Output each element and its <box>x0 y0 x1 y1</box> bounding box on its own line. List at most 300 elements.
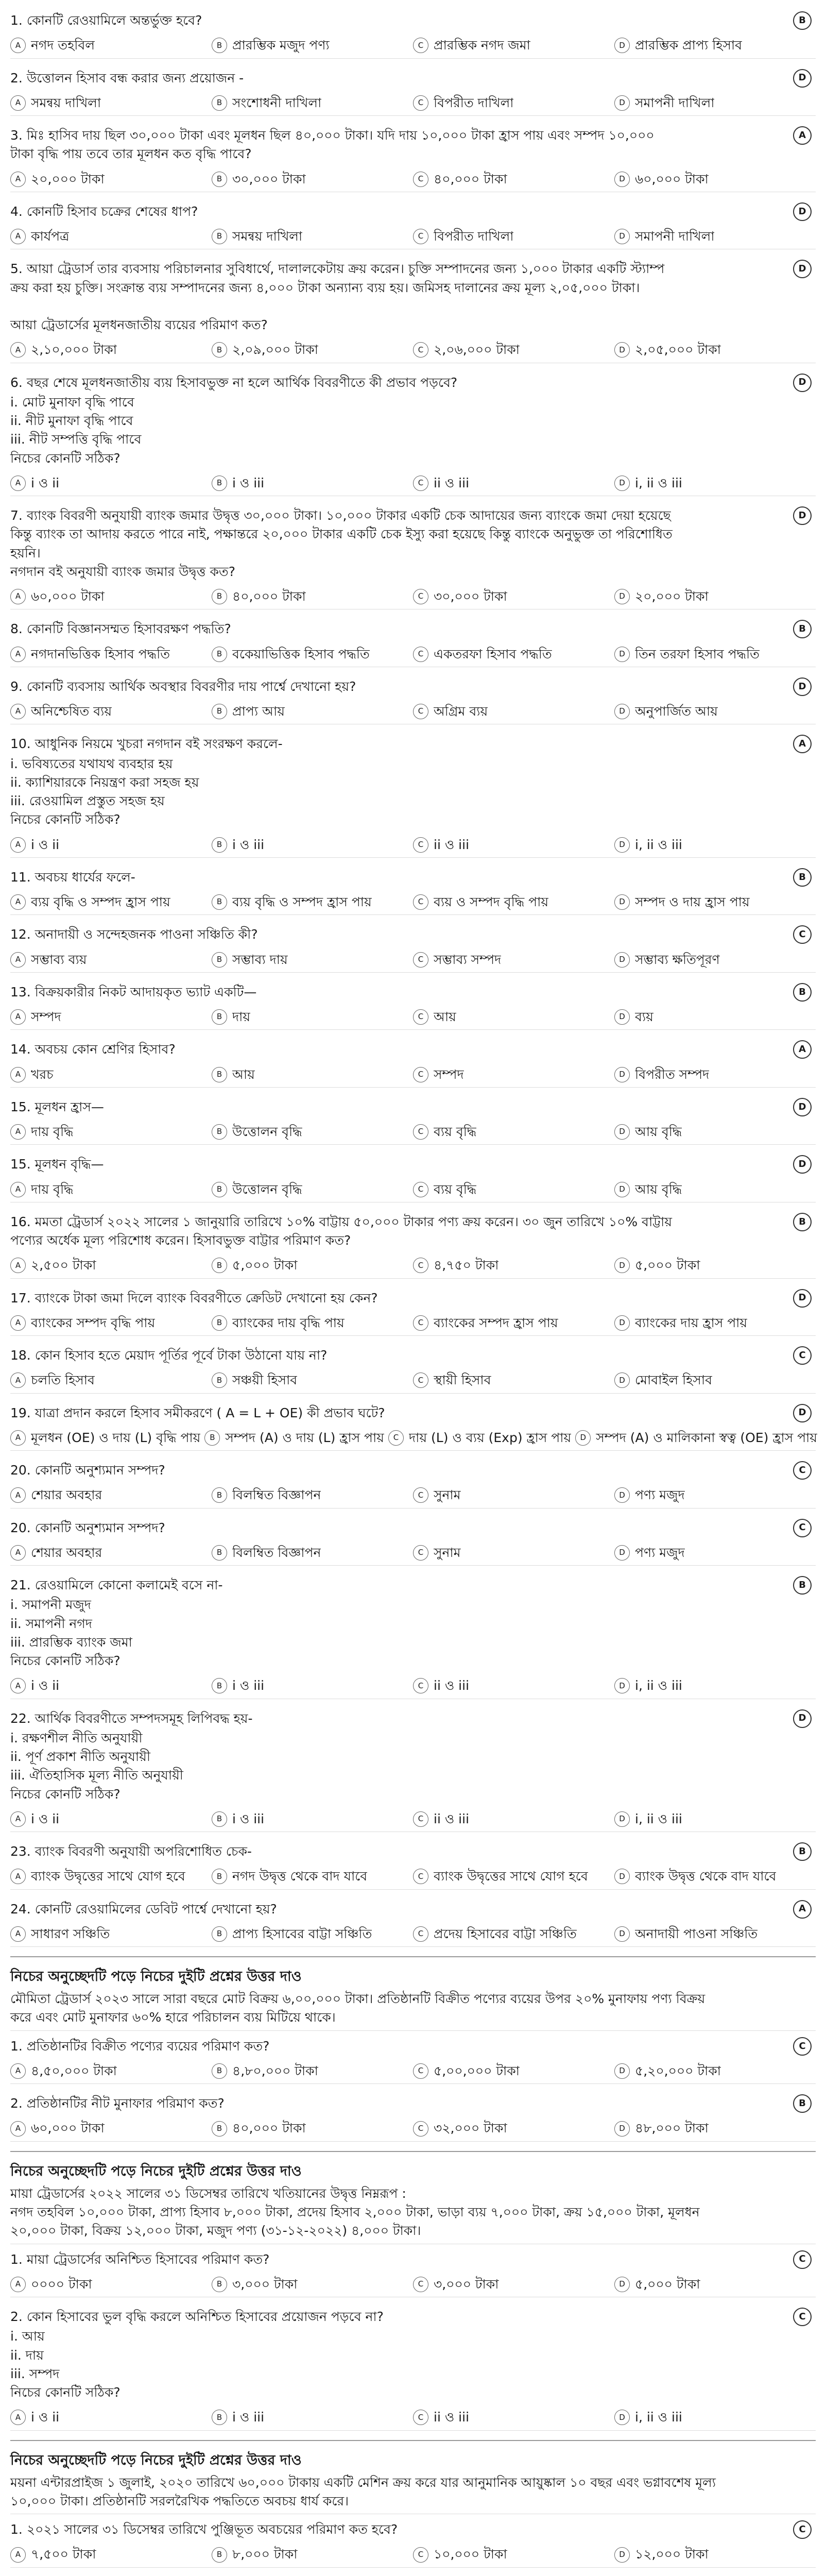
question-item <box>10 1570 816 1703</box>
option-radio-icon[interactable]: B <box>212 1315 227 1331</box>
option-radio-icon[interactable]: B <box>212 1678 227 1693</box>
option-d[interactable] <box>614 2545 816 2564</box>
question-stem <box>10 2308 816 2326</box>
option-radio-icon[interactable]: A <box>10 2277 26 2292</box>
option-radio-icon[interactable]: D <box>614 2121 630 2137</box>
option-radio-icon[interactable]: A <box>10 1811 26 1827</box>
option-b[interactable] <box>212 2408 413 2427</box>
option-radio-icon[interactable]: A <box>10 647 26 662</box>
option-d[interactable] <box>614 227 816 246</box>
option-label: ব্যয় <box>635 1009 653 1024</box>
option-radio-icon[interactable]: C <box>413 647 428 662</box>
option-c[interactable] <box>413 1180 614 1199</box>
option-radio-icon[interactable]: C <box>413 1258 428 1273</box>
question-item <box>10 1398 816 1455</box>
option-radio-icon[interactable]: C <box>413 2121 428 2137</box>
option-radio-icon[interactable]: A <box>10 837 26 853</box>
option-b[interactable] <box>212 2545 413 2564</box>
option-b[interactable] <box>212 1810 413 1828</box>
option-radio-icon[interactable]: A <box>10 1315 26 1331</box>
option-a[interactable] <box>10 36 212 55</box>
option-a[interactable] <box>10 645 212 664</box>
option-b[interactable] <box>212 587 413 606</box>
option-radio-icon[interactable]: D <box>614 1258 630 1273</box>
option-radio-icon[interactable]: A <box>10 1009 26 1025</box>
option-radio-icon[interactable]: A <box>10 476 26 491</box>
option-radio-icon[interactable]: A <box>10 1926 26 1942</box>
option-c[interactable] <box>413 587 614 606</box>
option-row <box>10 2408 816 2430</box>
option-b[interactable] <box>212 170 413 189</box>
option-radio-icon[interactable]: C <box>413 342 428 358</box>
option-b[interactable] <box>212 1180 413 1199</box>
option-radio-icon[interactable]: C <box>413 1182 428 1197</box>
option-label: অনিশ্চেষিত ব্যয় <box>31 704 112 719</box>
option-label: ৪০,০০০ টাকা <box>434 171 507 187</box>
option-label: i ও iii <box>232 1678 265 1693</box>
option-radio-icon[interactable]: D <box>614 894 630 910</box>
option-label: অনাদায়ী পাওনা সঞ্চিতি <box>635 1926 758 1941</box>
option-radio-icon[interactable]: A <box>10 2063 26 2079</box>
option-label: সাধারণ সঞ্চিতি <box>31 1926 110 1941</box>
option-d[interactable] <box>614 587 816 606</box>
option-radio-icon[interactable]: C <box>413 1372 428 1388</box>
option-radio-icon[interactable]: C <box>413 95 428 111</box>
option-label: ৩২,০০০ টাকা <box>434 2121 507 2136</box>
option-d[interactable] <box>614 1123 816 1141</box>
option-c[interactable] <box>413 227 614 246</box>
option-d[interactable] <box>614 2408 816 2427</box>
option-c[interactable] <box>413 1314 614 1332</box>
option-radio-icon[interactable]: C <box>413 704 428 719</box>
option-radio-icon[interactable]: C <box>413 1869 428 1884</box>
option-radio-icon[interactable]: C <box>413 894 428 910</box>
option-radio-icon[interactable]: D <box>614 1811 630 1827</box>
option-radio-icon[interactable]: D <box>614 1009 630 1025</box>
option-d[interactable] <box>614 893 816 911</box>
option-radio-icon[interactable]: C <box>413 1487 428 1503</box>
option-d[interactable] <box>614 474 816 493</box>
option-b[interactable] <box>212 1256 413 1275</box>
option-c[interactable] <box>413 1925 614 1943</box>
option-radio-icon[interactable]: C <box>413 1545 428 1561</box>
option-a[interactable] <box>10 1314 212 1332</box>
question-item <box>10 1894 816 1952</box>
option-a[interactable] <box>10 1925 212 1943</box>
option-radio-icon[interactable]: C <box>413 476 428 491</box>
option-radio-icon[interactable]: B <box>212 952 227 968</box>
option-c[interactable] <box>413 1065 614 1084</box>
option-a[interactable] <box>10 1867 212 1886</box>
option-radio-icon[interactable]: B <box>212 1545 227 1561</box>
option-row <box>10 893 816 915</box>
option-radio-icon[interactable]: C <box>413 1315 428 1331</box>
option-radio-icon[interactable]: A <box>10 1372 26 1388</box>
option-radio-icon[interactable]: A <box>10 38 26 53</box>
option-radio-icon[interactable]: D <box>614 837 630 853</box>
option-d[interactable] <box>614 1008 816 1026</box>
option-radio-icon[interactable]: C <box>413 1124 428 1140</box>
option-a[interactable] <box>10 2119 212 2138</box>
option-b[interactable] <box>212 951 413 969</box>
option-radio-icon[interactable]: B <box>212 647 227 662</box>
question-item <box>10 253 816 367</box>
option-row <box>10 1486 816 1508</box>
question-number: 20. <box>10 1463 31 1478</box>
option-radio-icon[interactable]: C <box>413 229 428 244</box>
option-radio-icon[interactable]: A <box>10 1430 26 1446</box>
option-c[interactable] <box>413 893 614 911</box>
option-c[interactable] <box>413 36 614 55</box>
option-radio-icon[interactable]: C <box>413 837 428 853</box>
option-radio-icon[interactable]: D <box>614 1678 630 1693</box>
option-d[interactable] <box>614 1371 816 1389</box>
option-radio-icon[interactable]: B <box>212 2547 227 2563</box>
option-c[interactable] <box>413 341 614 359</box>
statement-line: নিচের কোনটি সঠিক? <box>10 1786 121 1802</box>
option-radio-icon[interactable]: D <box>614 1315 630 1331</box>
option-radio-icon[interactable]: D <box>614 1545 630 1561</box>
option-radio-icon[interactable]: B <box>212 1124 227 1140</box>
option-a[interactable] <box>10 170 212 189</box>
option-b[interactable] <box>212 645 413 664</box>
option-a[interactable] <box>10 1123 212 1141</box>
option-radio-icon[interactable]: D <box>614 2410 630 2425</box>
option-d[interactable] <box>614 2062 816 2080</box>
option-radio-icon[interactable]: B <box>212 476 227 491</box>
question-number: 1. <box>10 2251 23 2267</box>
option-b[interactable] <box>212 1314 413 1332</box>
question-number: 3. <box>10 128 23 143</box>
option-label: সম্পদ <box>31 1009 61 1024</box>
question-number: 6. <box>10 375 23 390</box>
option-d[interactable] <box>614 1180 816 1199</box>
option-b[interactable] <box>212 36 413 55</box>
option-radio-icon[interactable]: C <box>413 2277 428 2292</box>
option-radio-icon[interactable]: D <box>614 952 630 968</box>
option-radio-icon[interactable]: A <box>10 1067 26 1082</box>
question-item <box>10 2088 816 2146</box>
option-radio-icon[interactable]: B <box>212 1372 227 1388</box>
option-radio-icon[interactable]: D <box>614 589 630 604</box>
option-c[interactable] <box>413 951 614 969</box>
option-d[interactable] <box>614 1256 816 1275</box>
option-label: ii ও iii <box>434 475 470 490</box>
option-label: i ও ii <box>31 1678 60 1693</box>
option-radio-icon[interactable]: B <box>212 1926 227 1942</box>
option-radio-icon[interactable]: D <box>614 1869 630 1884</box>
option-a[interactable] <box>10 587 212 606</box>
option-radio-icon[interactable]: A <box>10 2410 26 2425</box>
option-radio-icon[interactable]: A <box>10 1869 26 1884</box>
option-b[interactable] <box>212 1925 413 1943</box>
option-a[interactable] <box>10 1486 212 1504</box>
option-radio-icon[interactable]: A <box>10 589 26 604</box>
option-a[interactable] <box>10 1256 212 1275</box>
option-radio-icon[interactable]: A <box>10 172 26 187</box>
option-d[interactable] <box>614 1544 816 1562</box>
option-b[interactable] <box>212 702 413 721</box>
option-a[interactable] <box>10 2545 212 2564</box>
option-c[interactable] <box>413 645 614 664</box>
option-d[interactable] <box>614 2119 816 2138</box>
option-c[interactable] <box>413 474 614 493</box>
option-a[interactable] <box>10 1008 212 1026</box>
option-b[interactable] <box>212 1676 413 1695</box>
option-radio-icon[interactable]: B <box>212 2121 227 2137</box>
option-d[interactable] <box>614 94 816 112</box>
statement-line: নিচের কোনটি সঠিক? <box>10 812 121 827</box>
option-radio-icon[interactable]: C <box>413 952 428 968</box>
option-radio-icon[interactable]: A <box>10 894 26 910</box>
option-b[interactable] <box>204 1429 388 1447</box>
option-c[interactable] <box>413 2545 614 2564</box>
option-radio-icon[interactable]: B <box>212 229 227 244</box>
option-b[interactable] <box>212 1867 413 1886</box>
option-a[interactable] <box>10 702 212 721</box>
question-text: অবচয় ধার্যের ফলে- <box>35 869 135 885</box>
answer-badge: D <box>793 1289 812 1308</box>
statement-line: i. ভবিষ্যতের যথাযথ ব্যবহার হয় <box>10 756 173 771</box>
option-d[interactable] <box>614 702 816 721</box>
option-radio-icon[interactable]: B <box>212 95 227 111</box>
option-radio-icon[interactable]: C <box>413 589 428 604</box>
option-c[interactable] <box>388 1429 575 1447</box>
option-radio-icon[interactable]: D <box>614 647 630 662</box>
option-row <box>10 2119 816 2141</box>
question-text: কোনটি অনুশ্যমান সম্পদ? <box>35 1463 165 1478</box>
option-c[interactable] <box>413 702 614 721</box>
option-radio-icon[interactable]: C <box>413 1926 428 1942</box>
option-radio-icon[interactable]: C <box>413 2410 428 2425</box>
option-radio-icon[interactable]: D <box>614 1487 630 1503</box>
option-radio-icon[interactable]: D <box>614 704 630 719</box>
option-c[interactable] <box>413 1676 614 1695</box>
option-b[interactable] <box>212 341 413 359</box>
question-stem <box>10 735 816 753</box>
option-radio-icon[interactable]: B <box>204 1430 220 1446</box>
option-radio-icon[interactable]: D <box>614 38 630 53</box>
option-c[interactable] <box>413 170 614 189</box>
option-d[interactable] <box>614 1314 816 1332</box>
statement-list <box>10 2327 816 2402</box>
option-radio-icon[interactable]: D <box>614 229 630 244</box>
option-radio-icon[interactable]: B <box>212 1182 227 1197</box>
question-item <box>10 120 816 196</box>
option-d[interactable] <box>614 645 816 664</box>
option-b[interactable] <box>212 1544 413 1562</box>
option-radio-icon[interactable]: A <box>10 952 26 968</box>
answer-badge: D <box>793 1709 812 1728</box>
option-radio-icon[interactable]: C <box>388 1430 404 1446</box>
option-radio-icon[interactable]: B <box>212 837 227 853</box>
option-label: প্রারম্ভিক মজুদ পণ্য <box>232 38 330 53</box>
option-radio-icon[interactable]: D <box>614 172 630 187</box>
option-radio-icon[interactable]: C <box>413 2547 428 2563</box>
option-radio-icon[interactable]: B <box>212 1869 227 1884</box>
option-radio-icon[interactable]: C <box>413 2063 428 2079</box>
option-label: বকেয়াভিত্তিক হিসাব পদ্ধতি <box>232 646 370 662</box>
question-stem <box>10 1461 816 1480</box>
option-b[interactable] <box>212 1123 413 1141</box>
option-radio-icon[interactable]: A <box>10 1258 26 1273</box>
option-row <box>10 1429 816 1451</box>
option-a[interactable] <box>10 94 212 112</box>
option-b[interactable] <box>212 2275 413 2294</box>
option-c[interactable] <box>413 1123 614 1141</box>
option-label: ৫,০০,০০০ টাকা <box>434 2063 520 2078</box>
option-c[interactable] <box>413 1371 614 1389</box>
option-c[interactable] <box>413 1544 614 1562</box>
option-a[interactable] <box>10 1676 212 1695</box>
option-radio-icon[interactable]: D <box>614 2277 630 2292</box>
option-b[interactable] <box>212 94 413 112</box>
option-radio-icon[interactable]: A <box>10 229 26 244</box>
option-a[interactable] <box>10 1810 212 1828</box>
option-b[interactable] <box>212 1486 413 1504</box>
option-radio-icon[interactable]: D <box>614 476 630 491</box>
option-radio-icon[interactable]: A <box>10 2547 26 2563</box>
option-c[interactable] <box>413 1810 614 1828</box>
option-c[interactable] <box>413 2062 614 2080</box>
option-c[interactable] <box>413 94 614 112</box>
option-radio-icon[interactable]: B <box>212 2063 227 2079</box>
option-radio-icon[interactable]: D <box>614 1926 630 1942</box>
option-c[interactable] <box>413 1008 614 1026</box>
option-d[interactable] <box>614 1867 816 1886</box>
option-radio-icon[interactable]: B <box>212 589 227 604</box>
option-a[interactable] <box>10 1180 212 1199</box>
option-radio-icon[interactable]: C <box>413 172 428 187</box>
option-radio-icon[interactable]: C <box>413 1678 428 1693</box>
option-radio-icon[interactable]: A <box>10 1545 26 1561</box>
option-d[interactable] <box>575 1429 821 1447</box>
option-radio-icon[interactable]: D <box>614 1067 630 1082</box>
option-radio-icon[interactable]: B <box>212 894 227 910</box>
option-label: সম্পদ ও দায় হ্রাস পায় <box>635 894 750 909</box>
option-radio-icon[interactable]: B <box>212 1487 227 1503</box>
option-radio-icon[interactable]: A <box>10 342 26 358</box>
option-d[interactable] <box>614 1810 816 1828</box>
question-stem <box>10 1289 816 1308</box>
option-b[interactable] <box>212 1065 413 1084</box>
question-item <box>10 196 816 254</box>
option-radio-icon[interactable]: B <box>212 38 227 53</box>
option-radio-icon[interactable]: D <box>614 95 630 111</box>
option-a[interactable] <box>10 1065 212 1084</box>
option-d[interactable] <box>614 1486 816 1504</box>
option-radio-icon[interactable]: D <box>614 2063 630 2079</box>
answer-badge: C <box>793 1346 812 1365</box>
option-c[interactable] <box>413 2275 614 2294</box>
option-radio-icon[interactable]: A <box>10 1487 26 1503</box>
option-b[interactable] <box>212 1371 413 1389</box>
option-radio-icon[interactable]: A <box>10 1182 26 1197</box>
option-radio-icon[interactable]: C <box>413 1067 428 1082</box>
option-d[interactable] <box>614 36 816 55</box>
option-radio-icon[interactable]: B <box>212 1067 227 1082</box>
option-radio-icon[interactable]: A <box>10 1678 26 1693</box>
option-d[interactable] <box>614 1925 816 1943</box>
option-radio-icon[interactable]: B <box>212 2410 227 2425</box>
option-radio-icon[interactable]: D <box>614 1124 630 1140</box>
option-label: ৪৮,০০০ টাকা <box>635 2121 709 2136</box>
option-c[interactable] <box>413 836 614 854</box>
option-a[interactable] <box>10 2062 212 2080</box>
statement-line: ii. দায় <box>10 2347 44 2363</box>
option-d[interactable] <box>614 951 816 969</box>
option-radio-icon[interactable]: B <box>212 1811 227 1827</box>
option-radio-icon[interactable]: D <box>614 1372 630 1388</box>
option-a[interactable] <box>10 1544 212 1562</box>
option-radio-icon[interactable]: B <box>212 1009 227 1025</box>
option-radio-icon[interactable]: D <box>614 2547 630 2563</box>
option-d[interactable] <box>614 1676 816 1695</box>
question-text: মিঃ হাসিব দায় ছিল ৩০,০০০ টাকা এবং মূলধন ছিল ৪০,০০০ টাকা। যদি দায় ১০,০০০ টাকা হ্রাস পায় এবং সম্পদ ১০,০০০ টাকা বৃদ্ধি পায় তবে তার মূলধন কত বৃদ্ধি পাবে? <box>10 128 655 162</box>
option-label: সুনাম <box>434 1487 461 1503</box>
option-radio-icon[interactable]: B <box>212 172 227 187</box>
option-row <box>10 2062 816 2084</box>
option-radio-icon[interactable]: C <box>413 1009 428 1025</box>
option-a[interactable] <box>10 341 212 359</box>
option-label: উত্তোলন বৃদ্ধি <box>232 1181 302 1197</box>
option-a[interactable] <box>10 1429 204 1447</box>
option-radio-icon[interactable]: A <box>10 704 26 719</box>
option-d[interactable] <box>614 1065 816 1084</box>
option-a[interactable] <box>10 836 212 854</box>
option-radio-icon[interactable]: D <box>575 1430 591 1446</box>
question-stem <box>10 620 816 638</box>
option-d[interactable] <box>614 341 816 359</box>
option-radio-icon[interactable]: C <box>413 38 428 53</box>
option-a[interactable] <box>10 1371 212 1389</box>
option-b[interactable] <box>212 2119 413 2138</box>
option-d[interactable] <box>614 836 816 854</box>
option-d[interactable] <box>614 2275 816 2294</box>
option-radio-icon[interactable]: A <box>10 1124 26 1140</box>
answer-badge: D <box>793 1155 812 1174</box>
option-radio-icon[interactable]: D <box>614 1182 630 1197</box>
option-c[interactable] <box>413 1486 614 1504</box>
option-b[interactable] <box>212 836 413 854</box>
option-c[interactable] <box>413 1867 614 1886</box>
option-c[interactable] <box>413 2119 614 2138</box>
option-radio-icon[interactable]: B <box>212 342 227 358</box>
option-c[interactable] <box>413 1256 614 1275</box>
option-radio-icon[interactable]: A <box>10 95 26 111</box>
option-a[interactable] <box>10 893 212 911</box>
option-radio-icon[interactable]: D <box>614 342 630 358</box>
option-a[interactable] <box>10 2275 212 2294</box>
option-a[interactable] <box>10 951 212 969</box>
option-a[interactable] <box>10 474 212 493</box>
option-b[interactable] <box>212 1008 413 1026</box>
option-b[interactable] <box>212 227 413 246</box>
option-a[interactable] <box>10 227 212 246</box>
option-c[interactable] <box>413 2408 614 2427</box>
option-a[interactable] <box>10 2408 212 2427</box>
option-radio-icon[interactable]: B <box>212 704 227 719</box>
option-radio-icon[interactable]: C <box>413 1811 428 1827</box>
option-radio-icon[interactable]: B <box>212 2277 227 2292</box>
option-radio-icon[interactable]: A <box>10 2121 26 2137</box>
option-b[interactable] <box>212 2062 413 2080</box>
option-b[interactable] <box>212 893 413 911</box>
option-d[interactable] <box>614 170 816 189</box>
option-b[interactable] <box>212 474 413 493</box>
option-label: ২,১০,০০০ টাকা <box>31 342 117 358</box>
option-radio-icon[interactable]: B <box>212 1258 227 1273</box>
